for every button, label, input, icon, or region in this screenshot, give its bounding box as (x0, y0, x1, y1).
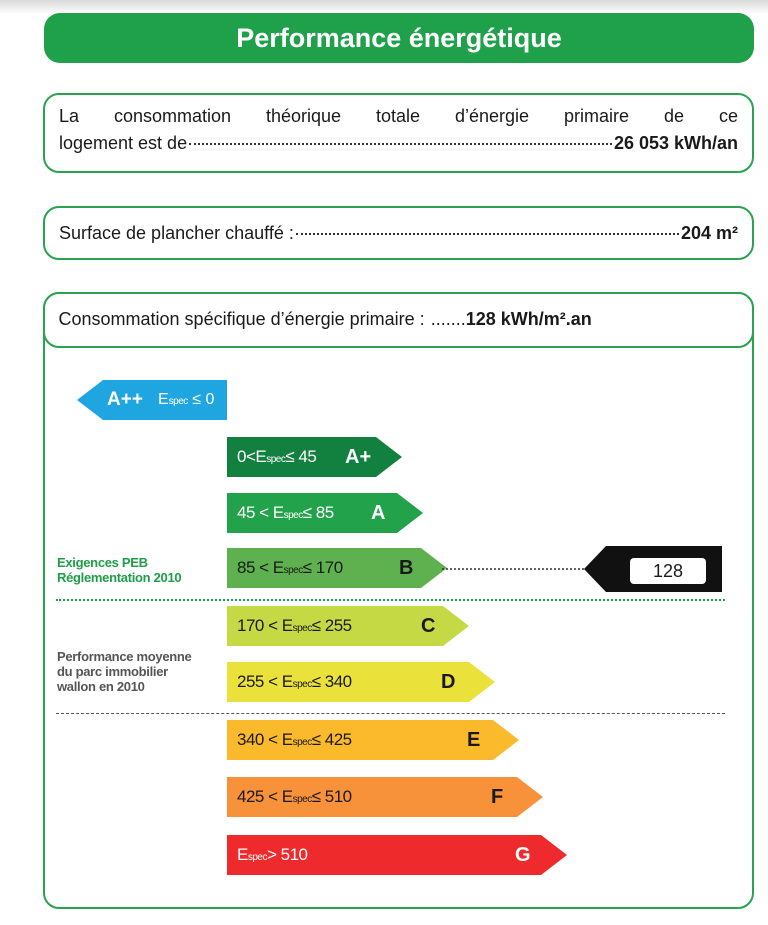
surface-box (43, 206, 754, 260)
class-a-plus-plus-letter: A++ (107, 389, 143, 410)
total-consumption-label: logement est de (59, 133, 188, 153)
moyenne-note (57, 649, 191, 694)
current-value-badge: 128 (630, 558, 706, 584)
class-a-plus-plus-range: Espec ≤ 0 (158, 391, 215, 408)
exigences-divider (56, 599, 725, 601)
page-title: Performance énergétique (44, 13, 754, 63)
class-b-letter: B (399, 556, 414, 579)
specific-consumption-dots: ....... (430, 309, 466, 329)
class-c-range: 170 < Espec≤ 255 (237, 616, 352, 635)
class-e-range: 340 < Espec≤ 425 (237, 730, 352, 749)
class-f (227, 777, 543, 817)
total-consumption-box (43, 93, 754, 173)
class-a-plus (227, 437, 402, 477)
moyenne-line1: Performance moyenne (57, 649, 192, 664)
total-consumption-text: La consommation théorique totale d’énergie primaire de ce (59, 106, 738, 126)
dot-leader (189, 143, 612, 145)
surface-label: Surface de plancher chauffé : (59, 222, 294, 243)
class-b-range: 85 < Espec≤ 170 (237, 558, 343, 577)
dot-leader (296, 233, 679, 235)
total-consumption-value: 26 053 kWh/an (613, 133, 738, 153)
specific-consumption-label: Consommation spécifique d’énergie primaire : (58, 309, 425, 329)
class-a-range: 45 < Espec≤ 85 (237, 503, 334, 522)
class-a-plus-plus (77, 380, 227, 420)
class-d-range: 255 < Espec≤ 340 (237, 672, 352, 691)
class-b (227, 548, 447, 588)
class-c (227, 606, 469, 646)
class-a-plus-letter: A+ (345, 445, 372, 468)
class-f-range: 425 < Espec≤ 510 (237, 787, 352, 806)
class-d-letter: D (441, 670, 456, 693)
moyenne-divider (56, 713, 725, 714)
surface-value: 204 m² (680, 222, 738, 243)
class-e (227, 720, 519, 760)
class-c-letter: C (421, 614, 436, 637)
class-a (227, 493, 423, 533)
class-d (227, 662, 495, 702)
class-g (227, 835, 567, 875)
class-e-letter: E (467, 728, 481, 751)
top-shadow (0, 0, 768, 14)
exigences-note (57, 555, 181, 585)
class-g-letter: G (515, 843, 531, 866)
exigences-line1: Exigences PEB (57, 555, 148, 570)
total-consumption-line (59, 130, 738, 157)
class-a-letter: A (371, 501, 386, 524)
class-f-letter: F (491, 785, 504, 808)
class-a-plus-range: 0<Espec≤ 45 (237, 447, 317, 466)
specific-consumption-header (43, 292, 754, 348)
moyenne-line3: wallon en 2010 (57, 679, 145, 694)
moyenne-line2: du parc immobilier (57, 664, 168, 679)
specific-consumption-value: 128 kWh/m².an (465, 309, 592, 329)
class-g-range: Espec> 510 (237, 845, 308, 864)
exigences-line2: Réglementation 2010 (57, 570, 182, 585)
